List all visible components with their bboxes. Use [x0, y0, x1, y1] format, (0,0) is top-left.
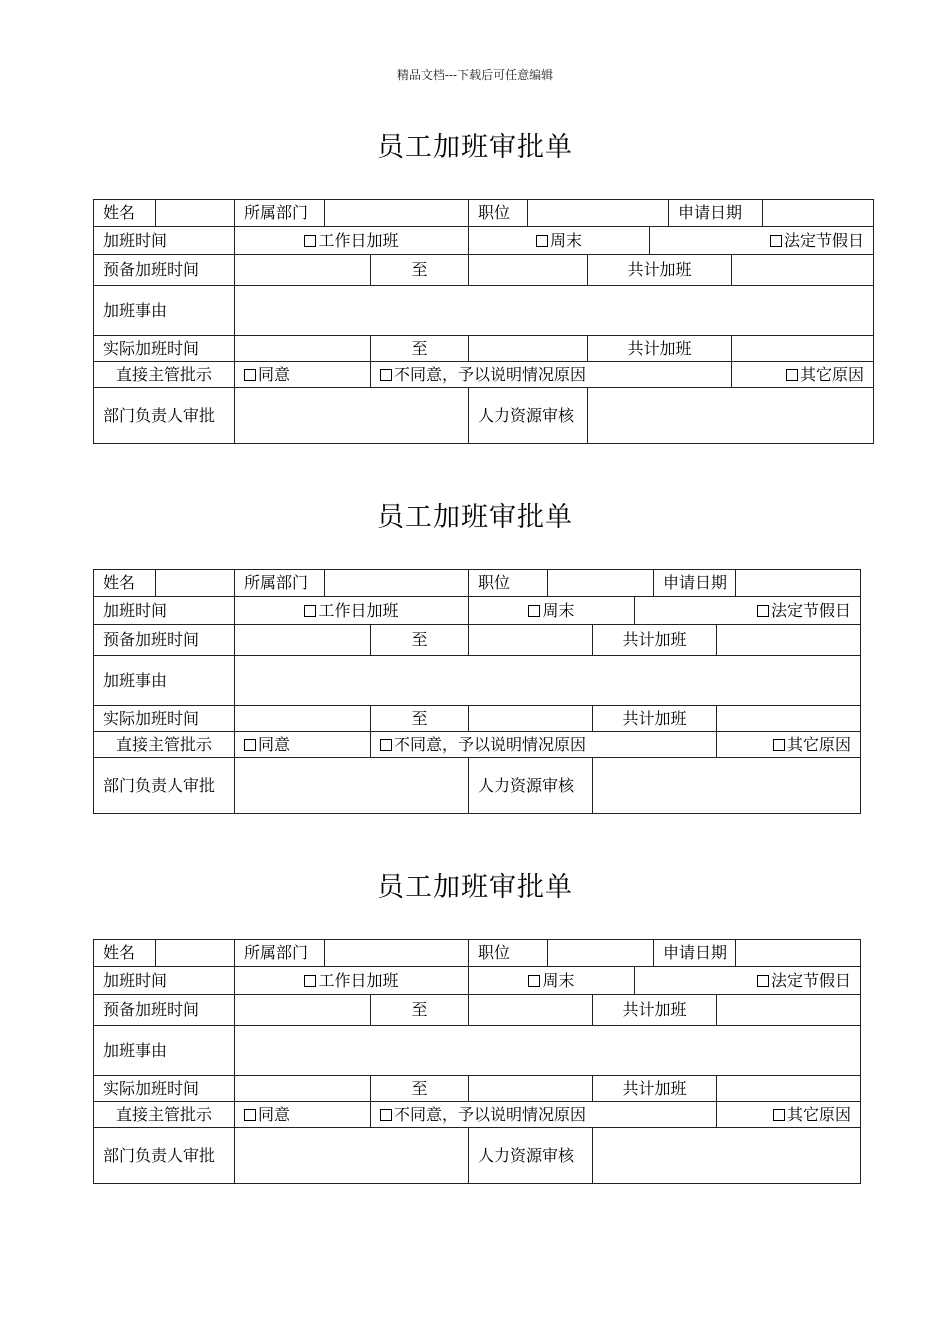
option-label: 同意 [258, 734, 291, 754]
option-disagree[interactable] [371, 362, 732, 388]
overtime-form [93, 199, 874, 444]
option-other[interactable] [732, 362, 874, 388]
checkbox-icon[interactable] [757, 975, 769, 987]
option-label: 其它原因 [800, 364, 865, 384]
actual-end-field[interactable] [469, 1076, 593, 1102]
hr-label: 人力资源审核 [469, 388, 588, 444]
checkbox-icon[interactable] [244, 739, 256, 751]
dept-field[interactable] [325, 570, 469, 597]
option-weekend[interactable] [469, 227, 650, 255]
option-weekend[interactable] [469, 967, 635, 995]
page-header: 精品文档---下载后可任意编辑 [396, 68, 554, 82]
planned-end-field[interactable] [469, 255, 588, 286]
hr-field[interactable] [588, 388, 874, 444]
reason-field[interactable] [235, 656, 861, 706]
checkbox-icon[interactable] [528, 975, 540, 987]
option-label: 不同意，予以说明情况原因 [394, 734, 587, 754]
to-label: 至 [371, 706, 469, 732]
option-workday[interactable] [235, 967, 469, 995]
planned-end-field[interactable] [469, 995, 593, 1026]
total-label: 共计加班 [593, 1076, 717, 1102]
actual-start-field[interactable] [235, 706, 371, 732]
to-label: 至 [371, 1076, 469, 1102]
dept-field[interactable] [325, 940, 469, 967]
checkbox-icon[interactable] [757, 605, 769, 617]
name-field[interactable] [156, 940, 235, 967]
reason-field[interactable] [235, 1026, 861, 1076]
dept-label: 所属部门 [235, 940, 325, 967]
date-label: 申请日期 [669, 200, 763, 227]
option-holiday[interactable] [650, 227, 874, 255]
option-label: 其它原因 [787, 734, 852, 754]
to-label: 至 [371, 255, 469, 286]
actual-start-field[interactable] [235, 1076, 371, 1102]
position-field[interactable] [528, 200, 669, 227]
planned-label: 预备加班时间 [94, 995, 235, 1026]
dept-head-label: 部门负责人审批 [94, 758, 235, 814]
option-label: 工作日加班 [318, 600, 399, 620]
checkbox-icon[interactable] [380, 369, 392, 381]
checkbox-icon[interactable] [244, 369, 256, 381]
option-agree[interactable] [235, 362, 371, 388]
to-label: 至 [371, 625, 469, 656]
ot-time-label: 加班时间 [94, 597, 235, 625]
option-holiday[interactable] [635, 967, 861, 995]
ot-time-label: 加班时间 [94, 967, 235, 995]
option-label: 法定节假日 [771, 970, 852, 990]
option-label: 周末 [542, 970, 575, 990]
option-label: 工作日加班 [318, 970, 399, 990]
actual-label: 实际加班时间 [94, 1076, 235, 1102]
option-label: 周末 [542, 600, 575, 620]
reason-label: 加班事由 [94, 286, 235, 336]
option-label: 其它原因 [787, 1104, 852, 1124]
date-field[interactable] [736, 570, 861, 597]
position-label: 职位 [469, 940, 548, 967]
ot-time-label: 加班时间 [94, 227, 235, 255]
to-label: 至 [371, 336, 469, 362]
option-holiday[interactable] [635, 597, 861, 625]
dept-label: 所属部门 [235, 200, 325, 227]
planned-start-field[interactable] [235, 625, 371, 656]
actual-label: 实际加班时间 [94, 336, 235, 362]
total-label: 共计加班 [593, 706, 717, 732]
dept-head-label: 部门负责人审批 [94, 388, 235, 444]
option-label: 工作日加班 [318, 230, 399, 250]
name-label: 姓名 [94, 570, 156, 597]
option-label: 同意 [258, 1104, 291, 1124]
checkbox-icon[interactable] [244, 1109, 256, 1121]
option-workday[interactable] [235, 597, 469, 625]
option-agree[interactable] [235, 1102, 371, 1128]
option-workday[interactable] [235, 227, 469, 255]
option-other[interactable] [717, 1102, 861, 1128]
supervisor-label: 直接主管批示 [94, 362, 235, 388]
name-field[interactable] [156, 200, 235, 227]
dept-head-field[interactable] [235, 1128, 469, 1184]
name-label: 姓名 [94, 940, 156, 967]
form-title: 员工加班审批单 [377, 502, 573, 533]
checkbox-icon[interactable] [304, 605, 316, 617]
checkbox-icon[interactable] [536, 235, 548, 247]
form-title: 员工加班审批单 [377, 132, 573, 163]
dept-label: 所属部门 [235, 570, 325, 597]
planned-total-field[interactable] [732, 255, 874, 286]
position-field[interactable] [548, 570, 654, 597]
option-label: 同意 [258, 364, 291, 384]
option-label: 法定节假日 [771, 600, 852, 620]
hr-field[interactable] [593, 1128, 861, 1184]
planned-end-field[interactable] [469, 625, 593, 656]
checkbox-icon[interactable] [304, 975, 316, 987]
date-label: 申请日期 [654, 570, 736, 597]
option-weekend[interactable] [469, 597, 635, 625]
reason-field[interactable] [235, 286, 874, 336]
supervisor-label: 直接主管批示 [94, 1102, 235, 1128]
checkbox-icon[interactable] [773, 739, 785, 751]
reason-label: 加班事由 [94, 1026, 235, 1076]
date-label: 申请日期 [654, 940, 736, 967]
position-label: 职位 [469, 200, 528, 227]
position-label: 职位 [469, 570, 548, 597]
option-agree[interactable] [235, 732, 371, 758]
planned-start-field[interactable] [235, 995, 371, 1026]
hr-label: 人力资源审核 [469, 1128, 593, 1184]
name-field[interactable] [156, 570, 235, 597]
date-field[interactable] [763, 200, 874, 227]
actual-total-field[interactable] [732, 336, 874, 362]
checkbox-icon[interactable] [773, 1109, 785, 1121]
total-label: 共计加班 [593, 995, 717, 1026]
planned-total-field[interactable] [717, 995, 861, 1026]
to-label: 至 [371, 995, 469, 1026]
dept-head-label: 部门负责人审批 [94, 1128, 235, 1184]
option-label: 法定节假日 [784, 230, 865, 250]
checkbox-icon[interactable] [770, 235, 782, 247]
total-label: 共计加班 [588, 255, 732, 286]
name-label: 姓名 [94, 200, 156, 227]
planned-start-field[interactable] [235, 255, 371, 286]
actual-end-field[interactable] [469, 336, 588, 362]
planned-label: 预备加班时间 [94, 625, 235, 656]
actual-start-field[interactable] [235, 336, 371, 362]
dept-head-field[interactable] [235, 758, 469, 814]
form-title: 员工加班审批单 [377, 872, 573, 903]
overtime-form [93, 939, 861, 1184]
reason-label: 加班事由 [94, 656, 235, 706]
checkbox-icon[interactable] [304, 235, 316, 247]
option-disagree[interactable] [371, 732, 717, 758]
supervisor-label: 直接主管批示 [94, 732, 235, 758]
hr-field[interactable] [593, 758, 861, 814]
hr-label: 人力资源审核 [469, 758, 593, 814]
total-label: 共计加班 [593, 625, 717, 656]
option-label: 周末 [549, 230, 582, 250]
checkbox-icon[interactable] [786, 369, 798, 381]
checkbox-icon[interactable] [380, 739, 392, 751]
planned-label: 预备加班时间 [94, 255, 235, 286]
actual-total-field[interactable] [717, 1076, 861, 1102]
dept-field[interactable] [325, 200, 469, 227]
position-field[interactable] [548, 940, 654, 967]
overtime-form [93, 569, 861, 814]
actual-label: 实际加班时间 [94, 706, 235, 732]
checkbox-icon[interactable] [380, 1109, 392, 1121]
actual-total-field[interactable] [717, 706, 861, 732]
date-field[interactable] [736, 940, 861, 967]
actual-end-field[interactable] [469, 706, 593, 732]
option-label: 不同意，予以说明情况原因 [394, 1104, 587, 1124]
checkbox-icon[interactable] [528, 605, 540, 617]
planned-total-field[interactable] [717, 625, 861, 656]
total-label: 共计加班 [588, 336, 732, 362]
option-label: 不同意，予以说明情况原因 [394, 364, 587, 384]
option-disagree[interactable] [371, 1102, 717, 1128]
dept-head-field[interactable] [235, 388, 469, 444]
option-other[interactable] [717, 732, 861, 758]
